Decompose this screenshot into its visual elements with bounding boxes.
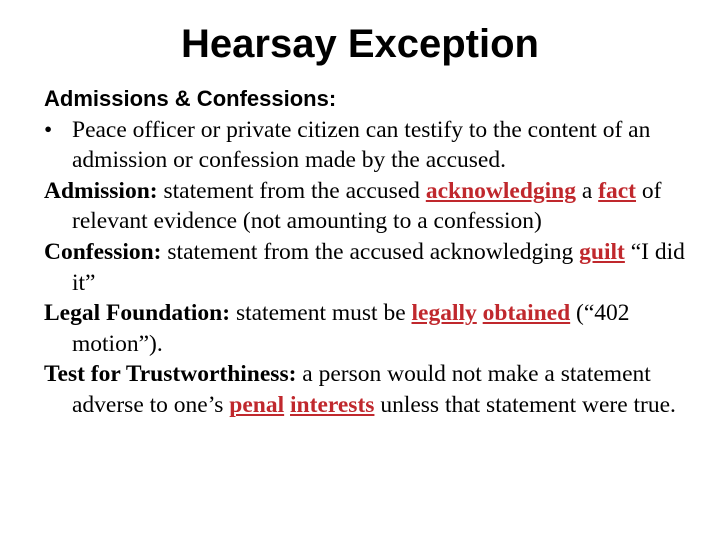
- highlight-fact: fact: [598, 177, 637, 204]
- legal-foundation-definition: [44, 298, 694, 359]
- legal-foundation-text-3: (“402 motion”).: [72, 300, 630, 357]
- legal-foundation-text-1: statement must be: [230, 300, 412, 327]
- trustworthiness-term: Test for Trustworthiness:: [44, 361, 297, 388]
- trustworthiness-text-1: a person would not make a statement adverse to one’s: [72, 361, 651, 418]
- section-heading: Admissions & Confessions:: [44, 86, 337, 111]
- highlight-legally: legally: [411, 300, 477, 327]
- trustworthiness-definition: [44, 359, 694, 420]
- legal-foundation-term: Legal Foundation:: [44, 300, 231, 327]
- confession-term: Confession:: [44, 238, 162, 265]
- confession-definition: [44, 237, 694, 298]
- slide-body: [44, 84, 694, 421]
- bullet-icon: •: [44, 116, 53, 143]
- highlight-interests: interests: [290, 391, 375, 418]
- confession-text-2: “I did it”: [72, 238, 685, 296]
- highlight-guilt: guilt: [579, 238, 625, 265]
- highlight-acknowledging: acknowledging: [425, 177, 576, 204]
- bullet-item: [44, 115, 694, 176]
- admission-definition: [44, 176, 694, 237]
- slide-title: Hearsay Exception: [181, 22, 539, 66]
- admission-term: Admission:: [44, 177, 158, 204]
- trustworthiness-text-3: unless that statement were true.: [374, 391, 676, 418]
- confession-text-1: statement from the accused acknowledging: [161, 238, 580, 265]
- highlight-obtained: obtained: [482, 300, 571, 327]
- bullet-text: Peace officer or private citizen can testify to the content of an admission or confession made by the accused.: [72, 116, 651, 174]
- admission-text-2: a: [575, 177, 599, 204]
- highlight-penal: penal: [229, 391, 285, 418]
- admission-text-3: of relevant evidence (not amounting to a confession): [72, 177, 662, 235]
- admission-text-1: statement from the accused: [157, 177, 426, 204]
